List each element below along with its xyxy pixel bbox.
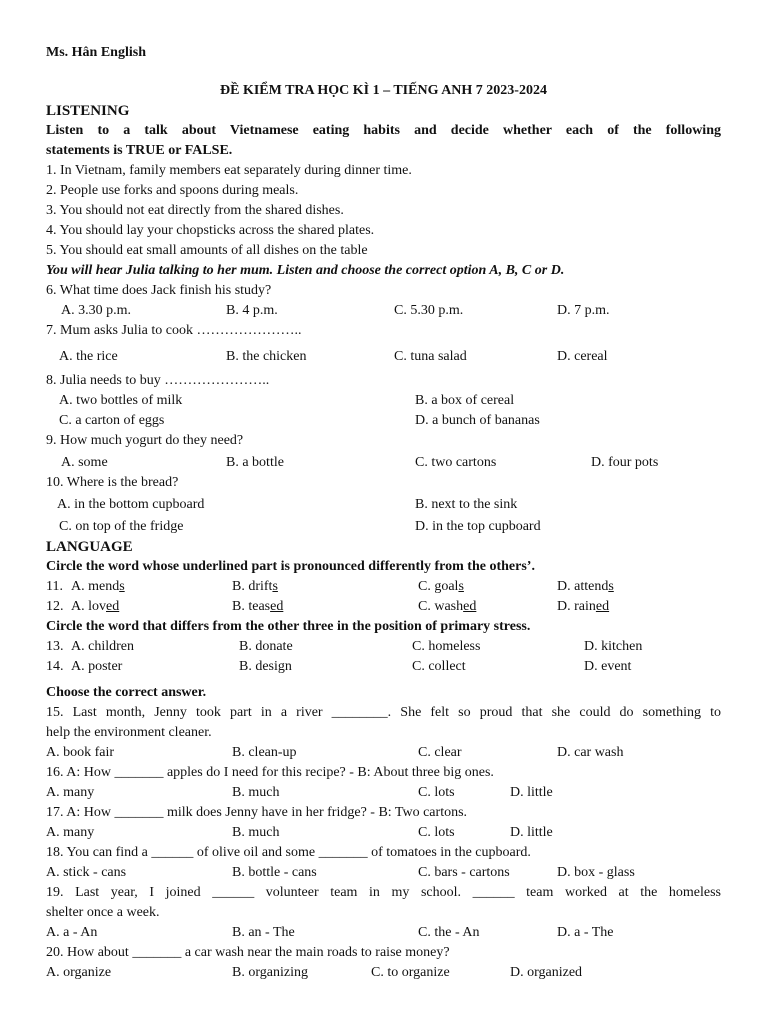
question-10-options-row1 [46,495,721,517]
question-8-options-row1 [46,391,721,411]
q20-option-a: A. organize [46,965,112,980]
q13-option-a: A. children [71,639,134,654]
question-14 [46,657,721,677]
question-8: 8. Julia needs to buy ………………….. [46,373,270,388]
q12-option-c: C. washed [418,599,477,614]
q19-option-a: A. a - An [46,925,98,940]
q7-option-b: B. the chicken [226,349,307,364]
language-instruction-3: Choose the correct answer. [46,685,207,700]
q6-option-c: C. 5.30 p.m. [394,303,464,318]
q12-number: 12. [46,599,64,614]
q11-option-a: A. mends [71,579,125,594]
q16-option-d: D. little [510,785,553,800]
q15-option-d: D. car wash [557,745,624,760]
q20-option-d: D. organized [510,965,583,980]
q11-number: 11. [46,579,63,594]
question-18: 18. You can find a ______ of olive oil and some _______ of tomatoes in the cupboard. [46,845,531,860]
listening-instruction-1a: Listen to a talk about Vietnamese eating habits and decide whether each of the following [46,123,721,138]
language-instruction-2: Circle the word that differs from the other three in the position of primary stress. [46,619,531,634]
q16-option-c: C. lots [418,785,455,800]
listening-instruction-1b: statements is TRUE or FALSE. [46,143,233,158]
q17-option-a: A. many [46,825,95,840]
author-label: Ms. Hân English [46,45,146,60]
q9-option-c: C. two cartons [415,455,497,470]
q6-option-a: A. 3.30 p.m. [61,303,131,318]
q14-option-a: A. poster [71,659,123,674]
statement-4: 4. You should lay your chopsticks across the shared plates. [46,223,375,238]
q12-option-b: B. teased [232,599,284,614]
q9-option-d: D. four pots [591,455,659,470]
q6-option-b: B. 4 p.m. [226,303,278,318]
statement-5: 5. You should eat small amounts of all dishes on the table [46,243,368,258]
q11-option-c: C. goals [418,579,464,594]
statement-3: 3. You should not eat directly from the shared dishes. [46,203,344,218]
question-18-options [46,863,721,883]
q8-option-a: A. two bottles of milk [59,393,183,408]
q9-option-b: B. a bottle [226,455,284,470]
q8-option-b: B. a box of cereal [415,393,515,408]
q15-option-b: B. clean-up [232,745,297,760]
question-15-line2: help the environment cleaner. [46,725,212,740]
q17-option-d: D. little [510,825,553,840]
q7-option-c: C. tuna salad [394,349,467,364]
question-8-options-row2 [46,411,721,431]
q19-option-c: C. the - An [418,925,480,940]
listening-heading: LISTENING [46,103,130,119]
q13-option-b: B. donate [239,639,293,654]
q8-option-d: D. a bunch of bananas [415,413,540,428]
question-10-options-row2 [46,517,721,539]
q15-option-a: A. book fair [46,745,115,760]
question-20: 20. How about _______ a car wash near the main roads to raise money? [46,945,450,960]
question-19-line1: 19. Last year, I joined ______ volunteer team in my school. ______ team worked at the homeless [46,885,721,900]
q20-option-b: B. organizing [232,965,308,980]
q7-option-d: D. cereal [557,349,608,364]
q14-number: 14. [46,659,64,674]
q17-option-c: C. lots [418,825,455,840]
q16-option-a: A. many [46,785,95,800]
language-instruction-1: Circle the word whose underlined part is pronounced differently from the others’. [46,559,535,574]
question-16: 16. A: How _______ apples do I need for this recipe? - B: About three big ones. [46,765,494,780]
question-9: 9. How much yogurt do they need? [46,433,244,448]
q20-option-c: C. to organize [371,965,450,980]
q12-option-a: A. loved [71,599,120,614]
question-15-options [46,743,721,763]
question-16-options [46,783,721,803]
q8-option-c: C. a carton of eggs [59,413,165,428]
question-6-options [46,301,721,321]
question-12 [46,597,721,617]
question-17-options [46,823,721,843]
q6-option-d: D. 7 p.m. [557,303,610,318]
q10-option-a: A. in the bottom cupboard [57,497,205,512]
listening-instruction-2: You will hear Julia talking to her mum. Listen and choose the correct option A, B, C or D. [46,263,565,278]
question-17: 17. A: How _______ milk does Jenny have in her fridge? - B: Two cartons. [46,805,468,820]
q10-option-c: C. on top of the fridge [59,519,184,534]
q9-option-a: A. some [61,455,108,470]
q18-option-b: B. bottle - cans [232,865,317,880]
q18-option-d: D. box - glass [557,865,635,880]
question-20-options [46,963,721,983]
q16-option-b: B. much [232,785,280,800]
question-19-line2: shelter once a week. [46,905,160,920]
q15-option-c: C. clear [418,745,462,760]
q19-option-b: B. an - The [232,925,295,940]
q11-option-d: D. attends [557,579,614,594]
question-15-line1: 15. Last month, Jenny took part in a river ________. She felt so proud that she could do something to [46,705,721,720]
statement-2: 2. People use forks and spoons during meals. [46,183,299,198]
question-19-options [46,923,721,943]
q14-option-c: C. collect [412,659,466,674]
question-10: 10. Where is the bread? [46,475,179,490]
q13-option-c: C. homeless [412,639,481,654]
question-7: 7. Mum asks Julia to cook ………………….. [46,323,302,338]
q17-option-b: B. much [232,825,280,840]
q10-option-b: B. next to the sink [415,497,518,512]
q14-option-b: B. design [239,659,292,674]
language-heading: LANGUAGE [46,539,133,555]
question-13 [46,637,721,657]
exam-page [46,43,721,983]
question-11 [46,577,721,597]
question-6: 6. What time does Jack finish his study? [46,283,272,298]
q11-option-b: B. drifts [232,579,278,594]
question-7-options [46,343,721,371]
q18-option-c: C. bars - cartons [418,865,510,880]
q12-option-d: D. rained [557,599,610,614]
exam-title: ĐỀ KIỂM TRA HỌC KÌ 1 – TIẾNG ANH 7 2023-2024 [220,83,547,98]
q13-option-d: D. kitchen [584,639,643,654]
question-9-options [46,453,721,475]
q18-option-a: A. stick - cans [46,865,127,880]
q10-option-d: D. in the top cupboard [415,519,541,534]
q13-number: 13. [46,639,64,654]
q19-option-d: D. a - The [557,925,614,940]
q14-option-d: D. event [584,659,632,674]
statement-1: 1. In Vietnam, family members eat separately during dinner time. [46,163,412,178]
q7-option-a: A. the rice [59,349,118,364]
